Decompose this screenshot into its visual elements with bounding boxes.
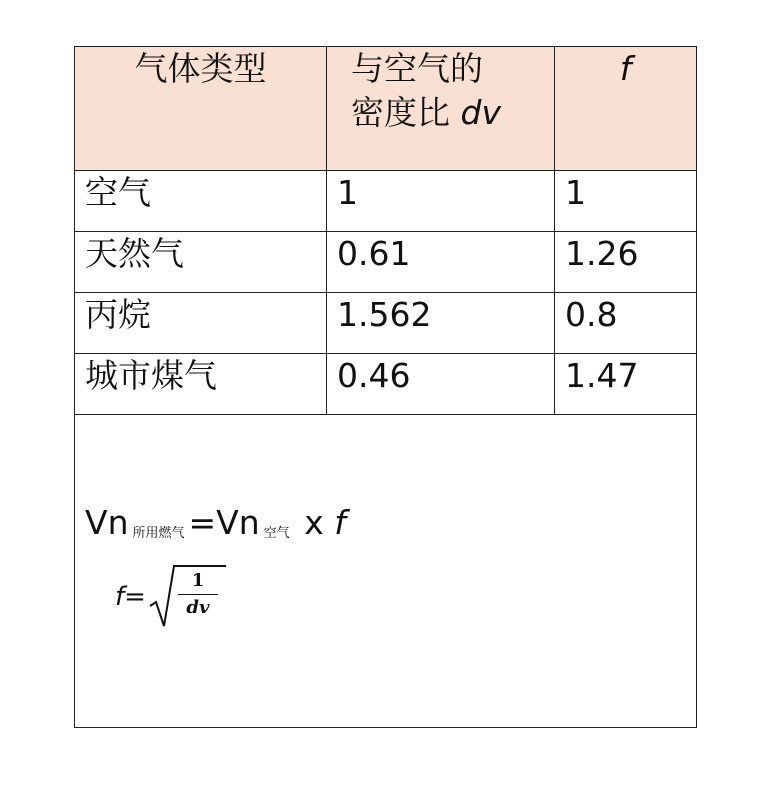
square-root xyxy=(148,564,228,630)
table-row xyxy=(75,171,697,232)
header-density-ratio xyxy=(327,47,555,171)
cell-factor: 1.47 xyxy=(555,354,697,415)
formula-row xyxy=(75,415,697,728)
table-row xyxy=(75,232,697,293)
eq-rhs: Vn xyxy=(216,503,260,542)
cell-factor: 0.8 xyxy=(555,293,697,354)
header-density-ratio-line1: 与空气的 xyxy=(351,49,483,88)
header-factor: f xyxy=(555,47,697,171)
table-row xyxy=(75,354,697,415)
cell-ratio: 1.562 xyxy=(327,293,555,354)
eq-times: x xyxy=(304,503,324,542)
fraction-numerator: 1 xyxy=(178,570,218,595)
cell-ratio: 0.46 xyxy=(327,354,555,415)
cell-factor: 1 xyxy=(555,171,697,232)
volume-equation xyxy=(85,503,686,554)
cell-factor: 1.26 xyxy=(555,232,697,293)
header-dv-symbol: dv xyxy=(460,93,501,132)
fraction xyxy=(178,570,218,619)
cell-ratio: 1 xyxy=(327,171,555,232)
cell-gas: 天然气 xyxy=(75,232,327,293)
cell-gas: 城市煤气 xyxy=(75,354,327,415)
f-label: f= xyxy=(115,582,146,612)
cell-gas: 丙烷 xyxy=(75,293,327,354)
header-density-ratio-line2: 密度比 xyxy=(351,93,450,132)
gas-factor-table xyxy=(74,46,697,728)
header-gas-type: 气体类型 xyxy=(75,47,327,171)
fraction-denominator: dv xyxy=(186,597,210,618)
formula-cell xyxy=(75,415,697,728)
eq-equals: = xyxy=(188,503,217,542)
eq-lhs: Vn xyxy=(85,503,129,542)
eq-lhs-sub: 所用燃气 xyxy=(132,526,185,541)
eq-rhs-sub: 空气 xyxy=(263,526,290,541)
cell-gas: 空气 xyxy=(75,171,327,232)
eq-f: f xyxy=(334,503,346,542)
table-row xyxy=(75,293,697,354)
table-header-row xyxy=(75,47,697,171)
cell-ratio: 0.61 xyxy=(327,232,555,293)
f-definition xyxy=(115,564,686,630)
